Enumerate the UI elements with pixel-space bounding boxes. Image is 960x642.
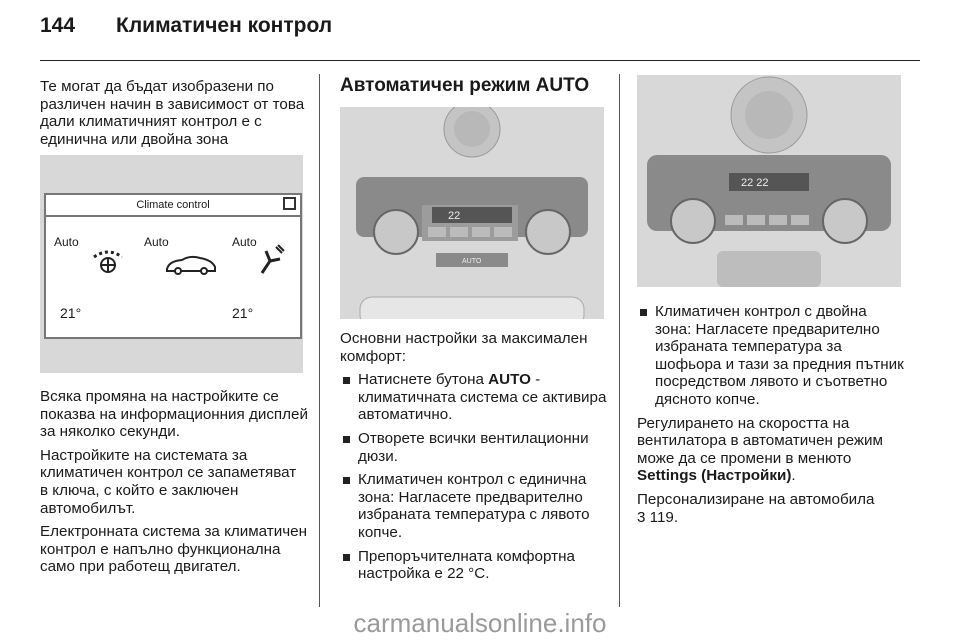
page-reference[interactable]: 3 119.	[637, 508, 679, 526]
bullet-icon	[343, 436, 350, 443]
bullet-icon	[343, 477, 350, 484]
watermark: carmanualsonline.info	[353, 608, 607, 638]
auto-label-left: Auto	[54, 235, 79, 249]
bullet-item: Климатичен контрол с единична зона: Нагласете предварително избраната температура с лявото копче.	[340, 471, 612, 541]
bullet-item: Препоръчителната комфортна настройка е 22 °C.	[340, 548, 612, 583]
right-column-text	[637, 303, 907, 532]
column-divider	[319, 74, 320, 607]
left-column	[40, 78, 308, 154]
seat-airflow-icon	[256, 243, 286, 277]
panel-temp-readout: 22	[448, 210, 461, 222]
display-title-bar	[46, 195, 300, 217]
auto-label-mid: Auto	[144, 235, 169, 249]
bullet-icon	[343, 377, 350, 384]
settings-icon	[283, 197, 296, 210]
bullet-icon	[343, 554, 350, 561]
middle-column-text	[340, 330, 612, 589]
bullet-item: Климатичен контрол с двойна зона: Нагласете предварително избраната температура за шофьора и тази за предния пътник посредством лявото и съответно дясното копче.	[637, 303, 907, 409]
temp-right: 21°	[232, 305, 254, 321]
auto-label-right: Auto	[232, 235, 257, 249]
paragraph: Персонализиране на автомобила 3 119.	[637, 490, 875, 526]
section-heading: Автоматичен режим AUTO	[340, 75, 590, 96]
bullet-item: Отворете всички вентилационни дюзи.	[340, 430, 612, 465]
paragraph: Основни настройки за максимален комфорт:	[340, 330, 588, 365]
paragraph: Всяка промяна на настройките се показва на информационния дисплей за няколко секунди.	[40, 388, 308, 441]
intro-paragraph: Те могат да бъдат изобразени по различен начин в зависимост от това дали климатичният контрол е с единична или двойна зона	[40, 78, 305, 148]
climate-control-display	[44, 193, 302, 339]
header-rule	[40, 60, 920, 61]
bullet-item: Натиснете бутона AUTO - климатичната система се активира автоматично.	[340, 371, 612, 424]
column-divider	[619, 74, 620, 607]
single-zone-panel-image	[340, 107, 604, 319]
paragraph: Регулирането на скоростта на вентилатора в автоматичен режим може да се промени в менюто Settings (Настройки).	[637, 414, 883, 485]
car-icon	[164, 253, 218, 277]
middle-column-heading	[340, 77, 610, 105]
panel-auto-label: AUTO	[462, 258, 482, 265]
page-title: Климатичен контрол	[116, 14, 333, 37]
paragraph: Електронната система за климатичен контрол е напълно функционална само при работещ двигател.	[40, 523, 307, 576]
fan-icon	[90, 247, 124, 277]
left-column-lower	[40, 388, 308, 582]
panel-temp-readout: 22 22	[741, 177, 769, 189]
page-number: 144	[40, 14, 76, 37]
dual-zone-panel-image	[637, 75, 901, 287]
paragraph: Настройките на системата за климатичен контрол се запаметяват в ключа, с който е заключен автомобилът.	[40, 446, 297, 517]
display-title: Climate control	[136, 199, 210, 211]
temp-left: 21°	[60, 305, 82, 321]
bullet-icon	[640, 309, 647, 316]
page-header	[40, 14, 332, 38]
